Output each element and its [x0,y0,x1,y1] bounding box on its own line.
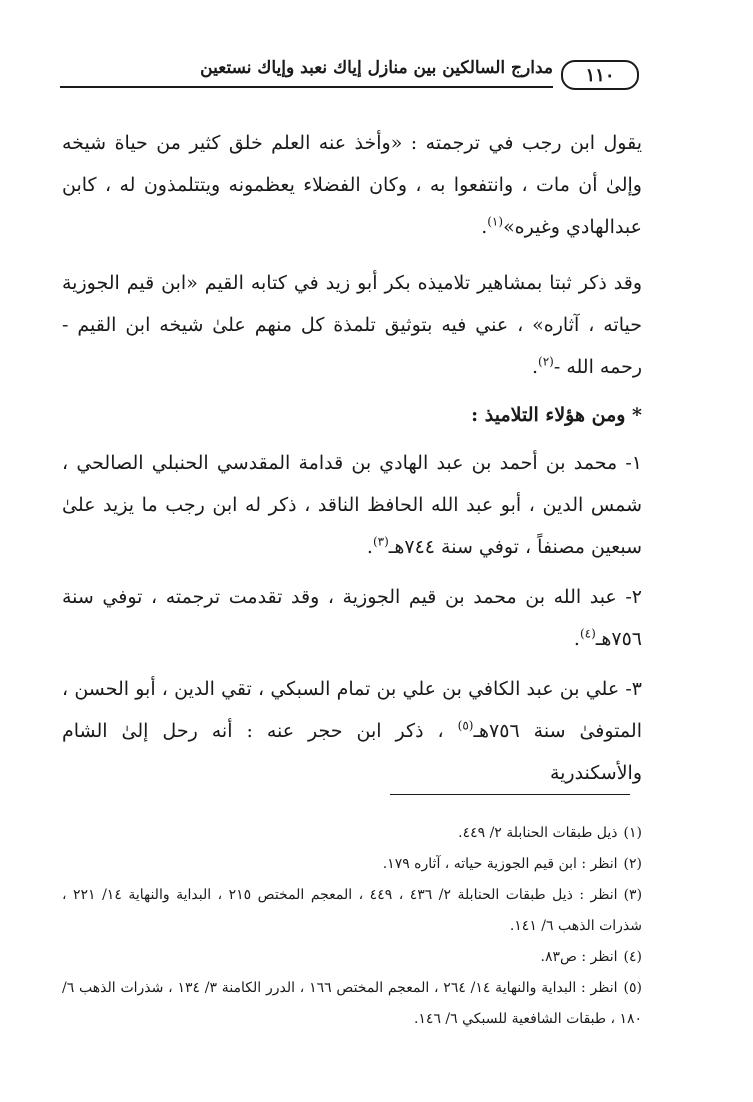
paragraph-2-end: . [531,356,539,378]
main-text [62,122,642,794]
footnote-ref-4[interactable]: (٤) [579,626,596,641]
book-title: مدارج السالكين بين منازل إياك نعبد وإياك نستعين [200,58,553,78]
list-item-3-text-a: ٣- علي بن عبد الكافي بن علي بن تمام السبكي ، تقي الدين ، أبو الحسن ، المتوفىٰ سنة ٧٥٦هـ [62,678,642,742]
list-item-1-text: ١- محمد بن أحمد بن عبد الهادي بن قدامة المقدسي الحنبلي الصالحي ، شمس الدين ، أبو عبد الله الحافظ الناقد ، ذكر له ابن رجب ما يزيد علىٰ سبعين مصنفاً ، توفي سنة ٧٤٤هـ [62,452,642,558]
running-header [60,50,645,100]
header-rule [60,86,553,88]
list-item-2-end: . [573,628,580,650]
footnote-text: انظر : ص٨٣. [540,949,618,965]
paragraph-2 [62,262,642,388]
list-item-2-text: ٢- عبد الله بن محمد بن قيم الجوزية ، وقد تقدمت ترجمته ، توفي سنة ٧٥٦هـ [62,586,642,650]
footnotes [62,818,642,1035]
footnote-ref-2[interactable]: (٢) [538,354,554,369]
footnote-number: (٣) [623,887,643,903]
footnote-ref-1[interactable]: (١) [487,214,504,229]
footnote-4 [62,942,642,973]
footnote-text: انظر : ابن قيم الجوزية حياته ، آثاره ١٧٩. [382,856,618,872]
footnote-text: انظر : البداية والنهاية ١٤/ ٢٦٤ ، المعجم المختص ١٦٦ ، الدرر الكامنة ٣/ ١٣٤ ، شذرات الذهب ٦/ ١٨٠ ، طبقات الشافعية للسبكي ٦/ ١٤٦. [62,980,642,1027]
page-number: ١١٠ [561,60,639,90]
footnote-number: (٥) [623,980,642,996]
paragraph-1 [62,122,642,248]
footnote-2 [62,849,642,880]
footnote-number: (١) [623,825,642,841]
paragraph-1-end: . [481,216,488,238]
footnote-separator [390,794,630,795]
footnote-number: (٢) [623,856,642,872]
footnote-number: (٤) [623,949,642,965]
list-item-1-end: . [366,536,373,558]
footnote-text: انظر : ذيل طبقات الحنابلة ٢/ ٤٣٦ ، ٤٤٩ ، المعجم المختص ٢١٥ ، البداية والنهاية ١٤/ ٢٢١ ، شذرات الذهب ٦/ ١٤١. [62,887,642,934]
list-item-1 [62,442,642,568]
list-item-3 [62,668,642,794]
paragraph-2-text: وقد ذكر ثبتا بمشاهير تلاميذه بكر أبو زيد في كتابه القيم «ابن قيم الجوزية حياته ، آثاره» ، عني فيه بتوثيق تلمذة كل منهم علىٰ شيخه ابن القيم - رحمه الله - [62,272,642,378]
section-heading: * ومن هؤلاء التلاميذ : [471,404,642,426]
footnote-1 [62,818,642,849]
list-item-3-text-b: ، ذكر ابن حجر عنه : أنه رحل إلىٰ الشام والأسكندرية [62,720,642,784]
footnote-5 [62,973,642,1035]
footnote-ref-3[interactable]: (٣) [372,534,389,549]
paragraph-1-text: يقول ابن رجب في ترجمته : «وأخذ عنه العلم خلق كثير من حياة شيخه وإلىٰ أن مات ، وانتفعوا به ، وكان الفضلاء يعظمونه ويتتلمذون له ، كابن عبدالهادي وغيره» [62,132,642,238]
list-item-2 [62,576,642,660]
footnote-ref-5[interactable]: (٥) [457,718,474,733]
footnote-3 [62,880,642,942]
footnote-text: ذيل طبقات الحنابلة ٢/ ٤٤٩. [458,825,618,841]
